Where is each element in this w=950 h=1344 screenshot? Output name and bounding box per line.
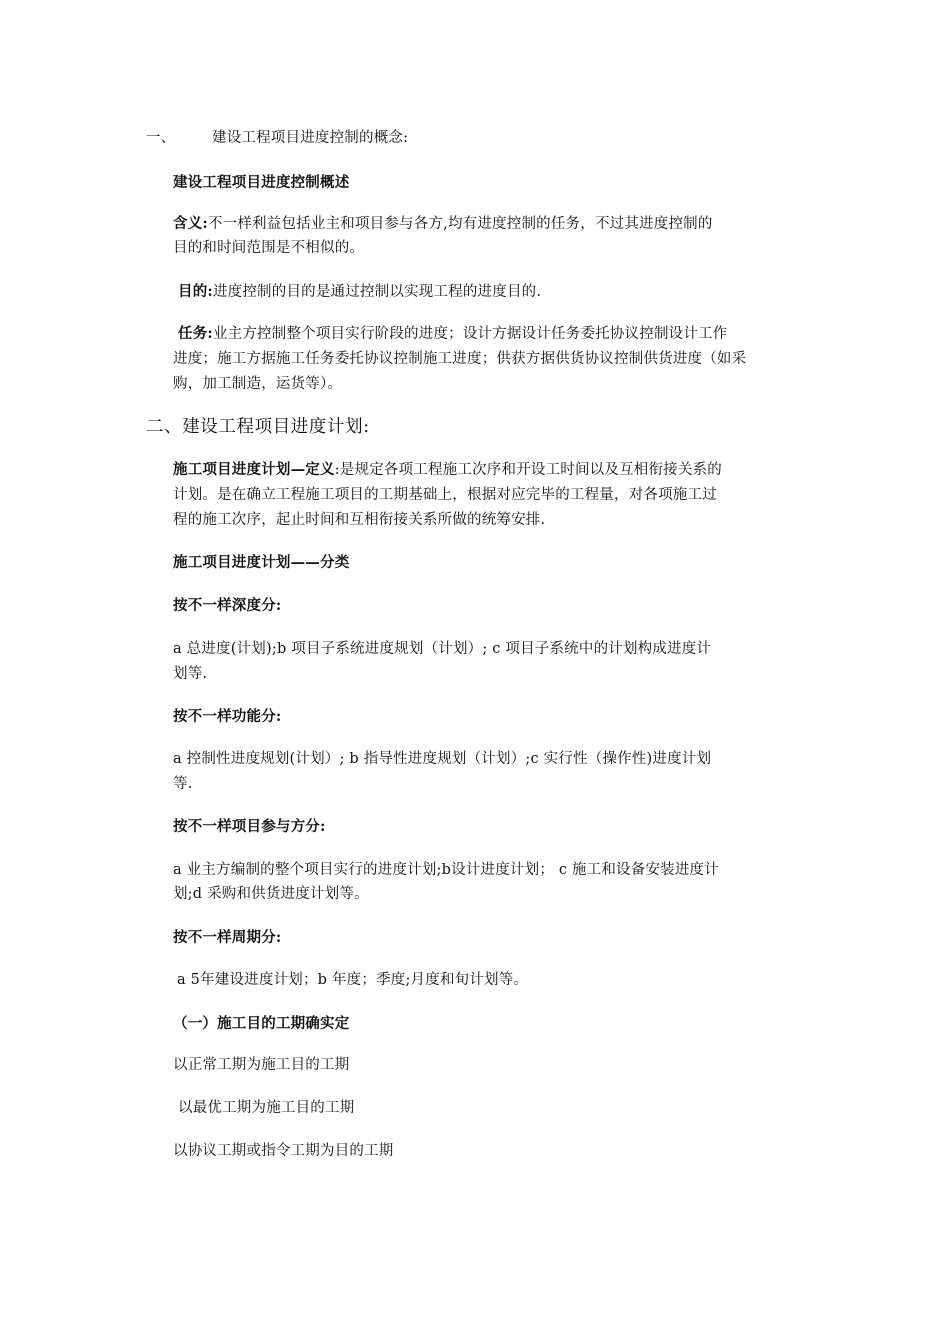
task-paragraph-line-1: [178, 322, 727, 346]
meaning-text-1: 不一样利益包括业主和项目参与各方,均有进度控制的任务，不过其进度控制的: [207, 216, 713, 232]
period-heading: 按不一样周期分:: [173, 929, 282, 946]
task-text-2: 进度；施工方据施工任务委托协议控制施工进度；供获方据供货协议控制供货进度（如采: [173, 351, 747, 367]
duration-item-2: 以最优工期为施工目的工期: [178, 1100, 355, 1116]
party-text-1: a 业主方编制的整个项目实行的进度计划;b设计进度计划； c 施工和设备安装进度计: [173, 862, 719, 878]
definition-text-2: 计划。是在确立工程施工项目的工期基础上，根据对应完毕的工程量，对各项施工过: [173, 487, 717, 503]
definition-text-3: 程的施工次序，起止时间和互相衔接关系所做的统筹安排.: [173, 512, 546, 528]
task-text-1: 业主方控制整个项目实行阶段的进度；设计方据设计任务委托协议控制设计工作: [212, 326, 728, 342]
definition-label: 施工项目进度计划—定义: [173, 461, 335, 478]
function-text-2: 等.: [173, 776, 193, 792]
meaning-label: 含义:: [173, 215, 208, 232]
duration-item-1: 以正常工期为施工目的工期: [173, 1057, 350, 1073]
overview-heading: 建设工程项目进度控制概述: [173, 174, 350, 191]
meaning-paragraph-line-1: [173, 212, 713, 236]
depth-text-2: 划等.: [173, 666, 208, 682]
party-text-2: 划;d 采购和供货进度计划等。: [173, 886, 369, 902]
task-label: 任务:: [178, 325, 213, 342]
function-heading: 按不一样功能分:: [173, 708, 282, 725]
duration-item-3: 以协议工期或指令工期为目的工期: [173, 1143, 394, 1159]
party-heading: 按不一样项目参与方分:: [173, 818, 326, 835]
definition-text-1: :是规定各项工程施工次序和开设工时间以及互相衔接关系的: [334, 462, 722, 478]
depth-text-1: a 总进度(计划);b 项目子系统进度规划（计划）; c 项目子系统中的计划构成进度计: [173, 641, 712, 657]
section-1-number: 一、: [146, 130, 176, 146]
period-text-1: a 5年建设进度计划；b 年度；季度;月度和旬计划等。: [177, 972, 529, 988]
duration-heading: （一）施工目的工期确实定: [173, 1015, 350, 1032]
depth-heading: 按不一样深度分:: [173, 597, 282, 614]
definition-paragraph-line-1: [173, 458, 722, 482]
classification-heading: 施工项目进度计划——分类: [173, 554, 350, 571]
purpose-label: 目的:: [178, 283, 213, 300]
task-text-3: 购，加工制造，运货等）。: [173, 376, 343, 392]
meaning-text-2: 目的和时间范围是不相似的。: [173, 240, 365, 256]
function-text-1: a 控制性进度规划(计划）; b 指导性进度规划（计划）;c 实行性（操作性)进度计划: [173, 751, 712, 767]
purpose-text: 进度控制的目的是通过控制以实现工程的进度目的.: [212, 284, 542, 300]
section-2-title: 二、建设工程项目进度计划:: [146, 417, 370, 437]
section-1-title: 建设工程项目进度控制的概念:: [212, 130, 409, 146]
purpose-paragraph: [178, 280, 541, 304]
